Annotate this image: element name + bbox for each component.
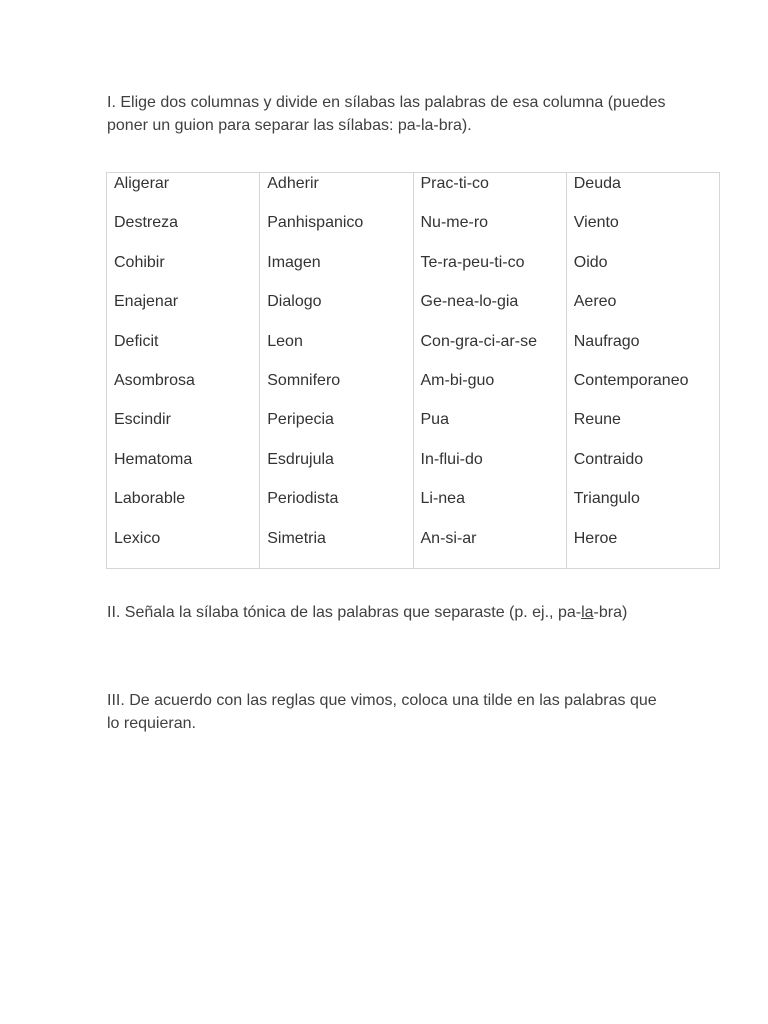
word-cell: Con-gra-ci-ar-se bbox=[420, 332, 537, 350]
instruction-part-2 bbox=[107, 601, 667, 624]
word-cell: Triangulo bbox=[573, 490, 640, 508]
word-cell: Aligerar bbox=[114, 175, 170, 192]
word-cell: Deuda bbox=[573, 175, 621, 192]
word-cell: Dialogo bbox=[267, 293, 322, 311]
word-cell: Asombrosa bbox=[114, 371, 195, 389]
word-cell: Hematoma bbox=[114, 450, 193, 468]
word-cell: Cohibir bbox=[114, 253, 165, 271]
word-cell: Heroe bbox=[573, 529, 618, 547]
word-cell: Ge-nea-lo-gia bbox=[420, 293, 519, 311]
word-cell: Laborable bbox=[114, 490, 186, 508]
word-cell: Deficit bbox=[114, 332, 159, 350]
word-cell: Imagen bbox=[267, 253, 321, 271]
word-cell: Panhispanico bbox=[267, 214, 364, 232]
word-cell: Naufrago bbox=[573, 332, 640, 350]
word-cell: Lexico bbox=[114, 529, 161, 547]
word-column-2 bbox=[260, 173, 413, 569]
instruction-part-3: III. De acuerdo con las reglas que vimos, coloca una tilde en las palabras que lo requieran. bbox=[107, 692, 657, 732]
word-cell: Periodista bbox=[267, 490, 339, 508]
word-cell: Contraido bbox=[573, 450, 644, 468]
word-table bbox=[106, 172, 720, 569]
word-cell: An-si-ar bbox=[420, 529, 477, 547]
word-cell: Am-bi-guo bbox=[420, 371, 495, 389]
word-cell: Enajenar bbox=[114, 293, 179, 311]
word-cell: Li-nea bbox=[420, 490, 465, 508]
word-cell: Oido bbox=[573, 253, 608, 271]
word-cell: Somnifero bbox=[267, 371, 341, 389]
word-cell: Adherir bbox=[267, 175, 319, 192]
word-cell: Nu-me-ro bbox=[420, 214, 489, 232]
word-cell: In-flui-do bbox=[420, 450, 483, 468]
word-cell: Destreza bbox=[114, 214, 179, 232]
word-cell: Esdrujula bbox=[267, 450, 334, 468]
instruction-part-1: I. Elige dos columnas y divide en sílabas las palabras de esa columna (puedes poner un guion para separar las sílabas: pa-la-bra). bbox=[107, 94, 666, 134]
word-column-1 bbox=[107, 173, 260, 569]
word-cell: Leon bbox=[267, 332, 303, 350]
word-cell: Prac-ti-co bbox=[420, 175, 489, 192]
table-row bbox=[107, 173, 720, 569]
word-cell: Reune bbox=[573, 411, 621, 429]
word-cell: Te-ra-peu-ti-co bbox=[420, 253, 525, 271]
word-column-4 bbox=[566, 173, 719, 569]
word-cell: Peripecia bbox=[267, 411, 334, 429]
underlined-syllable: la bbox=[581, 604, 594, 621]
word-cell: Simetria bbox=[267, 529, 326, 547]
instruction-part-2-prefix: II. Señala la sílaba tónica de las palabras que separaste (p. ej., pa- bbox=[107, 604, 582, 621]
word-cell: Aereo bbox=[573, 293, 617, 311]
word-cell: Viento bbox=[573, 214, 619, 232]
instruction-part-2-suffix: -bra) bbox=[593, 604, 628, 621]
word-column-3 bbox=[413, 173, 566, 569]
word-cell: Contemporaneo bbox=[573, 371, 689, 389]
word-cell: Escindir bbox=[114, 411, 171, 429]
word-cell: Pua bbox=[420, 411, 449, 429]
